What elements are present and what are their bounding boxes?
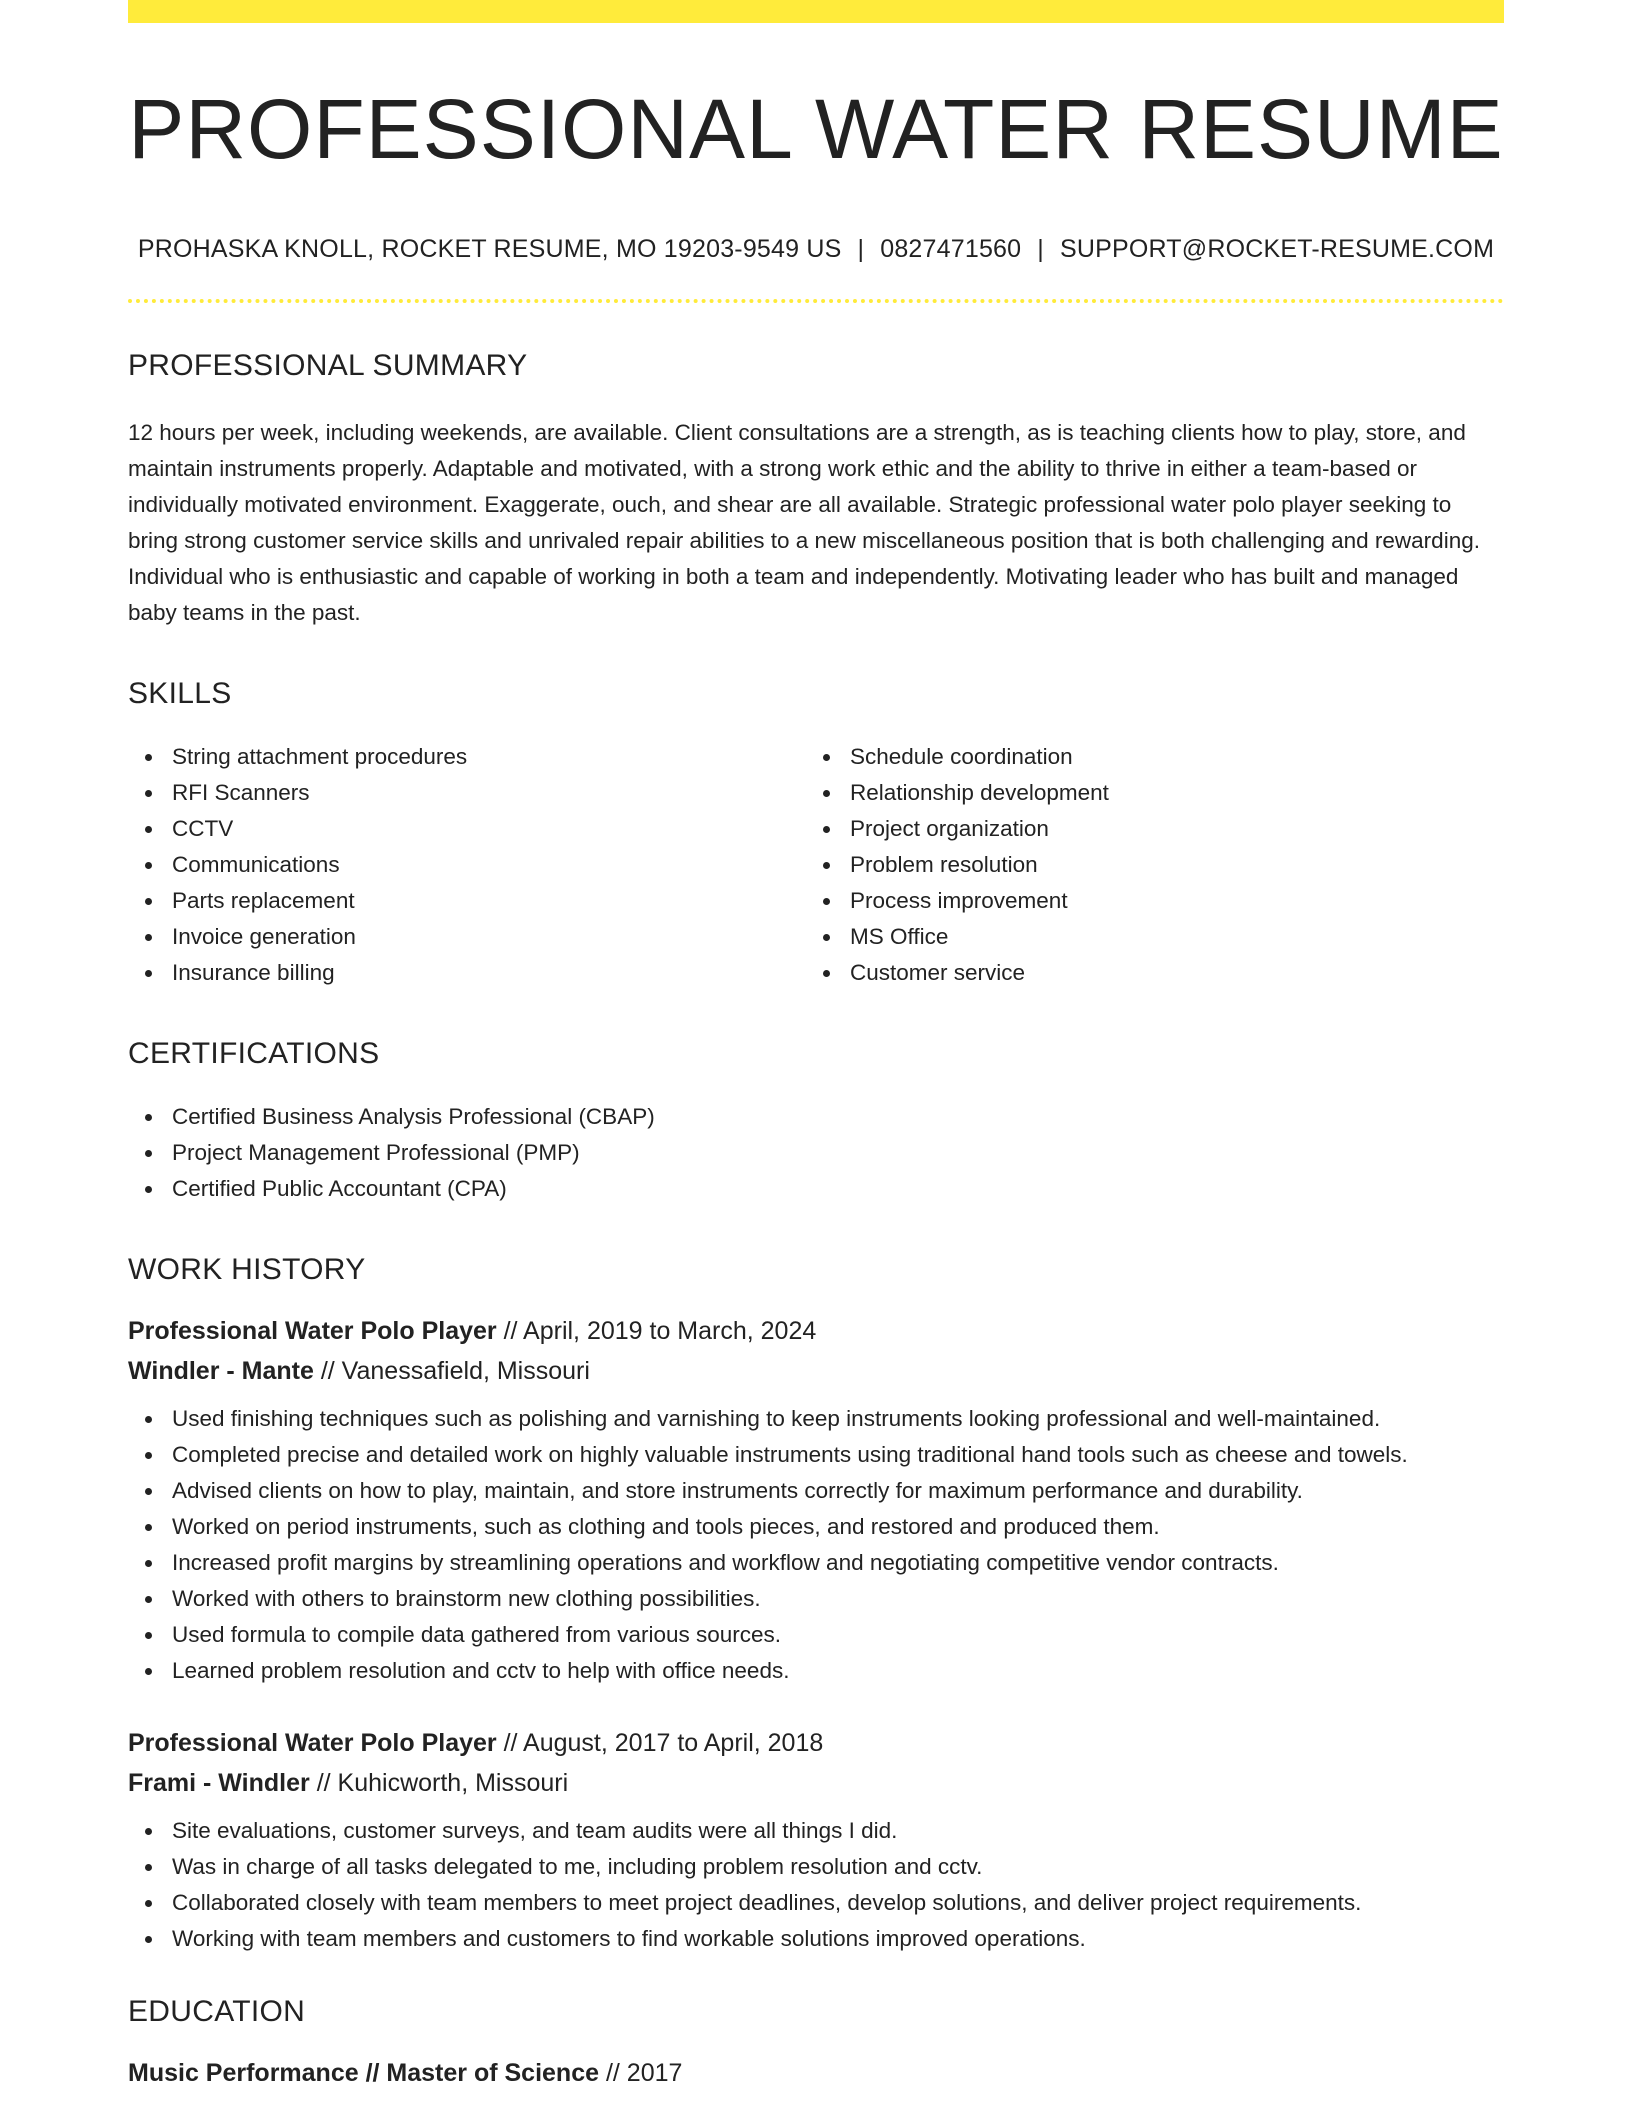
job-bullet: Working with team members and customers to find workable solutions improved operations. (128, 1921, 1504, 1957)
contact-email[interactable]: SUPPORT@ROCKET-RESUME.COM (1059, 235, 1495, 264)
skill-item: Relationship development (806, 775, 1484, 811)
contact-separator: | (1037, 235, 1044, 264)
skills-list-right (806, 739, 1484, 991)
education-heading: EDUCATION (128, 1995, 306, 2029)
job-bullet: Used formula to compile data gathered from various sources. (128, 1617, 1504, 1653)
skill-item: Process improvement (806, 883, 1484, 919)
job-bullet: Used finishing techniques such as polishing and varnishing to keep instruments looking professional and well-maintained. (128, 1401, 1504, 1437)
job-company: Windler - Mante (128, 1357, 314, 1386)
job-bullet: Was in charge of all tasks delegated to me, including problem resolution and cctv. (128, 1849, 1504, 1885)
skill-item: Problem resolution (806, 847, 1484, 883)
resume-page (128, 0, 1504, 2112)
job-entry (128, 1311, 1504, 1689)
skill-item: Insurance billing (128, 955, 806, 991)
job-bullet: Completed precise and detailed work on highly valuable instruments using traditional hand tools such as cheese and towels. (128, 1437, 1504, 1473)
job-bullets (128, 1813, 1504, 1957)
summary-section (128, 351, 1504, 631)
job-location: // Kuhicworth, Missouri (309, 1769, 569, 1798)
resume-title: PROFESSIONAL WATER RESUME (128, 82, 1504, 176)
work-history-section (128, 1255, 1504, 1957)
education-line (128, 2053, 1504, 2093)
certification-item: Certified Public Accountant (CPA) (128, 1171, 1504, 1207)
summary-text: 12 hours per week, including weekends, are available. Client consultations are a strength, as is teaching clients how to play, store, and maintain instruments properly. Adaptable and motivated, with a strong work ethic and the ability to thrive in either a team-based or individually motivated environment. Exaggerate, ouch, and shear are all available. Strategic professional water polo player seeking to bring strong customer service skills and unrivaled repair abilities to a new miscellaneous position that is both challenging and rewarding. Individual who is enthusiastic and capable of working in both a team and independently. Motivating leader who has built and managed baby teams in the past. (128, 420, 1480, 626)
skill-item: RFI Scanners (128, 775, 806, 811)
skill-item: Invoice generation (128, 919, 806, 955)
education-degree: Music Performance // Master of Science (128, 2059, 600, 2088)
job-bullet: Learned problem resolution and cctv to help with office needs. (128, 1653, 1504, 1689)
education-section (128, 1997, 1504, 2093)
job-dates: // August, 2017 to April, 2018 (496, 1729, 824, 1758)
job-entry (128, 1723, 1504, 1957)
certifications-section (128, 1039, 1504, 1207)
skills-list-left (128, 739, 806, 991)
job-bullet: Site evaluations, customer surveys, and team audits were all things I did. (128, 1813, 1504, 1849)
contact-address: PROHASKA KNOLL, ROCKET RESUME, MO 19203-9549 US (137, 235, 842, 264)
education-year: // 2017 (599, 2059, 683, 2088)
job-company: Frami - Windler (128, 1769, 310, 1798)
top-accent-bar (128, 0, 1504, 23)
job-location: // Vanessafield, Missouri (313, 1357, 590, 1386)
contact-line (128, 235, 1504, 264)
certifications-list (128, 1099, 1504, 1207)
contact-phone[interactable]: 0827471560 (880, 235, 1022, 264)
skill-item: Communications (128, 847, 806, 883)
job-title: Professional Water Polo Player (128, 1317, 497, 1346)
job-bullet: Worked on period instruments, such as clothing and tools pieces, and restored and produced them. (128, 1509, 1504, 1545)
skills-heading: SKILLS (128, 677, 232, 711)
dotted-divider (128, 299, 1504, 303)
summary-heading: PROFESSIONAL SUMMARY (128, 349, 528, 383)
job-bullet: Collaborated closely with team members to meet project deadlines, develop solutions, and deliver project requirements. (128, 1885, 1504, 1921)
skill-item: Parts replacement (128, 883, 806, 919)
certification-item: Certified Business Analysis Professional (CBAP) (128, 1099, 1504, 1135)
skill-item: Project organization (806, 811, 1484, 847)
skill-item: MS Office (806, 919, 1484, 955)
job-title-line (128, 1311, 1504, 1351)
skill-item: Customer service (806, 955, 1484, 991)
work-history-heading: WORK HISTORY (128, 1253, 366, 1287)
job-bullet: Advised clients on how to play, maintain, and store instruments correctly for maximum performance and durability. (128, 1473, 1504, 1509)
skills-section (128, 679, 1504, 991)
job-company-line (128, 1351, 1504, 1391)
skill-item: CCTV (128, 811, 806, 847)
job-bullets (128, 1401, 1504, 1689)
job-bullet: Increased profit margins by streamlining operations and workflow and negotiating competitive vendor contracts. (128, 1545, 1504, 1581)
job-title: Professional Water Polo Player (128, 1729, 497, 1758)
job-bullet: Worked with others to brainstorm new clothing possibilities. (128, 1581, 1504, 1617)
job-company-line (128, 1763, 1504, 1803)
contact-separator: | (857, 235, 865, 264)
certification-item: Project Management Professional (PMP) (128, 1135, 1504, 1171)
skills-columns (128, 739, 1504, 991)
skill-item: Schedule coordination (806, 739, 1484, 775)
job-dates: // April, 2019 to March, 2024 (496, 1317, 817, 1346)
skill-item: String attachment procedures (128, 739, 806, 775)
job-title-line (128, 1723, 1504, 1763)
certifications-heading: CERTIFICATIONS (128, 1037, 380, 1071)
